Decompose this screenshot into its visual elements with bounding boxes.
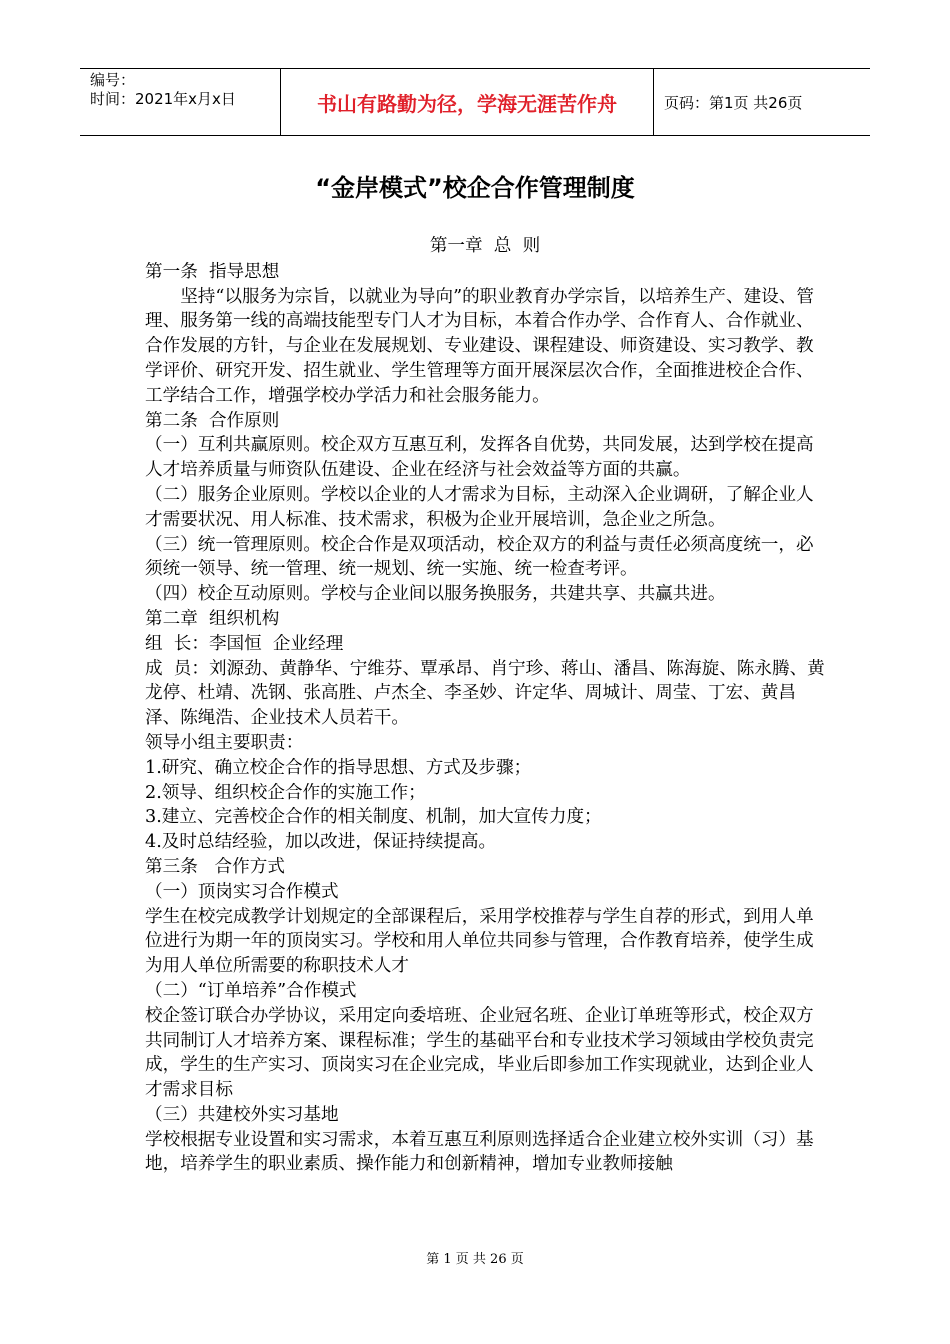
list-item: 3.建立、完善校企合作的相关制度、机制，加大宣传力度； xyxy=(145,807,602,828)
paragraph: 坚持“以服务为宗旨，以就业为导向”的职业教育办学宗旨，以培养生产、建设、管理、服务第一线的高端技能型专门人才为目标，本着合作办学、合作育人、合作就业、合作发展的方针，与企业在发展规划、专业建设、课程建设、师资建设、实习教学、教学评价、研究开发、招生就业、学生管理等方面开展深层次合作，全面推进校企合作、工学结合工作，增强学校办学活力和社会服务能力。 xyxy=(145,286,814,406)
header-page-info: 页码：第1页 共26页 xyxy=(664,93,803,112)
document-number-label: 编号： xyxy=(90,71,136,89)
header-meta-cell xyxy=(80,69,280,135)
list-item: 2.领导、组织校企合作的实施工作； xyxy=(145,782,426,803)
paragraph: 学校根据专业设置和实习需求，本着互惠互利原则选择适合企业建立校外实训（习）基地，培养学生的职业素质、操作能力和创新精神，增加专业教师接触 xyxy=(145,1129,814,1175)
paragraph: （一）互利共赢原则。校企双方互惠互利，发挥各自优势，共同发展，达到学校在提高人才培养质量与师资队伍建设、企业在经济与社会效益等方面的共赢。 xyxy=(145,435,814,481)
paragraph: （三）统一管理原则。校企合作是双项活动，校企双方的利益与责任必须高度统一，必须统一领导、统一管理、统一规划、统一实施、统一检查考评。 xyxy=(145,534,814,580)
list-item: 4.及时总结经验，加以改进，保证持续提高。 xyxy=(145,832,497,853)
paragraph: （四）校企互动原则。学校与企业间以服务换服务，共建共享、共赢共进。 xyxy=(145,584,726,605)
paragraph: 校企签订联合办学协议，采用定向委培班、企业冠名班、企业订单班等形式，校企双方共同制订人才培养方案、课程标准；学生的基础平台和专业技术学习领域由学校负责完成，学生的生产实习、顶岗实习在企业完成，毕业后即参加工作实现就业，达到企业人才需求目标 xyxy=(145,1005,814,1101)
chapter-heading: 第一章 总 则 xyxy=(429,236,541,256)
paragraph: （三）共建校外实习基地 xyxy=(145,1104,339,1125)
header-table xyxy=(80,68,870,136)
list-item: 1.研究、确立校企合作的指导思想、方式及步骤； xyxy=(145,757,532,778)
chapter-heading: 第二章 组织机构 xyxy=(145,608,280,629)
paragraph: 成 员：刘源劲、黄静华、宁维芬、覃承昂、肖宁珍、蒋山、潘昌、陈海旋、陈永腾、黄龙停、杜靖、冼钢、张高胜、卢杰全、李圣妙、许定华、周城计、周莹、丁宏、黄昌泽、陈绳浩、企业技术人员若干。 xyxy=(145,658,825,729)
article-heading: 第三条 合作方式 xyxy=(145,856,285,877)
document-body xyxy=(145,234,825,1177)
paragraph: （二）服务企业原则。学校以企业的人才需求为目标，主动深入企业调研，了解企业人才需要状况、用人标准、技术需求，积极为企业开展培训，急企业之所急。 xyxy=(145,484,814,530)
paragraph: 学生在校完成教学计划规定的全部课程后，采用学校推荐与学生自荐的形式，到用人单位进行为期一年的顶岗实习。学校和用人单位共同参与管理，合作教育培养，使学生成为用人单位所需要的称职技术人才 xyxy=(145,906,814,977)
document-time-label: 时间：2021年x月x日 xyxy=(90,90,236,108)
paragraph: （一）顶岗实习合作模式 xyxy=(145,881,339,902)
article-heading: 第二条 合作原则 xyxy=(145,410,280,431)
article-heading: 第一条 指导思想 xyxy=(145,261,280,282)
header-motto: 书山有路勤为径，学海无涯苦作舟 xyxy=(280,69,654,135)
document-title: “金岸模式”校企合作管理制度 xyxy=(315,174,635,202)
paragraph: 组 长：李国恒 企业经理 xyxy=(145,633,344,654)
paragraph: （二）“订单培养”合作模式 xyxy=(145,980,357,1001)
paragraph: 领导小组主要职责： xyxy=(145,732,304,753)
page-footer: 第 1 页 共 26 页 xyxy=(426,1252,524,1267)
